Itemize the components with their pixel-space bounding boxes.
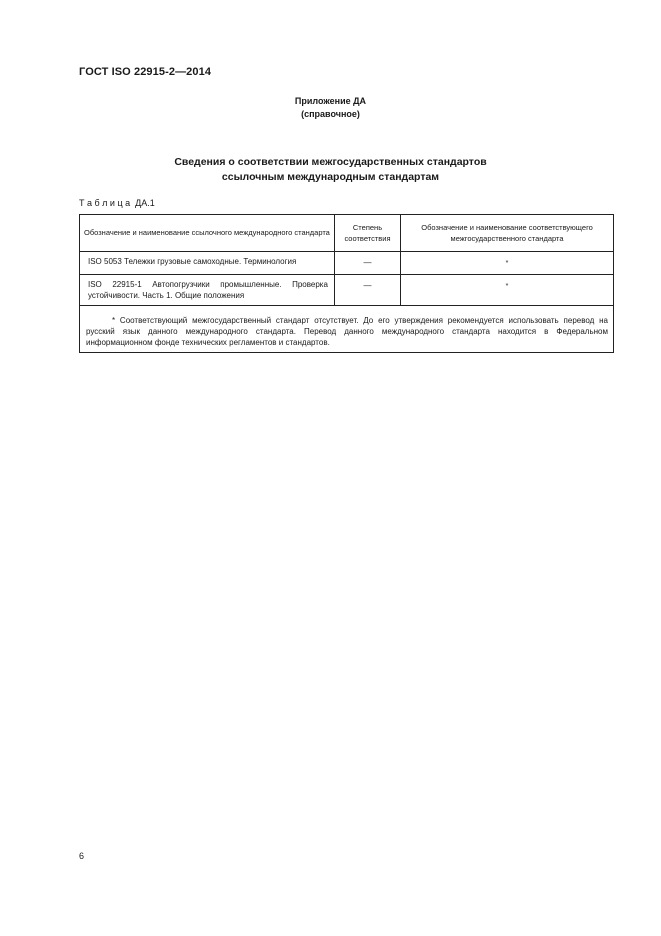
table-row: [80, 252, 614, 275]
annex-heading: [0, 95, 661, 121]
reference-standard-cell: ISO 5053 Тележки грузовые самоходные. Терминология: [80, 252, 335, 275]
header-reference-standard: Обозначение и наименование ссылочного международного стандарта: [80, 215, 335, 252]
main-title: [0, 155, 661, 185]
header-interstate-standard: Обозначение и наименование соответствующего межгосударственного стандарта: [401, 215, 614, 252]
main-title-line-1: Сведения о соответствии межгосударственных стандартов: [174, 156, 487, 168]
document-code: ГОСТ ISO 22915-2—2014: [79, 66, 212, 78]
annex-kind: (справочное): [301, 109, 360, 119]
footnote-marker: *: [505, 260, 509, 267]
degree-cell: —: [334, 252, 400, 275]
degree-cell: —: [334, 275, 400, 306]
page-number: 6: [79, 851, 85, 861]
table-footnote: * Соответствующий межгосударственный стандарт отсутствует. До его утверждения рекомендуется использовать перевод на русский язык данного международного стандарта. Перевод данного международного стандарта находится в Федеральном информационном фонде технических регламентов и стандартов.: [80, 306, 614, 353]
table-header-row: [80, 215, 614, 252]
annex-title: Приложение ДА: [294, 96, 367, 106]
main-title-line-2: ссылочным международным стандартам: [221, 171, 440, 183]
header-degree: Степень соответствия: [334, 215, 400, 252]
interstate-standard-cell: [401, 252, 614, 275]
reference-standard-cell: ISO 22915-1 Автопогрузчики промышленные. Проверка устойчивости. Часть 1. Общие положения: [80, 275, 335, 306]
interstate-standard-cell: [401, 275, 614, 306]
footnote-marker: *: [505, 283, 509, 290]
table-caption: Т а б л и ц а ДА.1: [79, 198, 155, 208]
table-footnote-row: [80, 306, 614, 353]
table-row: [80, 275, 614, 306]
conformity-table: [79, 214, 614, 353]
